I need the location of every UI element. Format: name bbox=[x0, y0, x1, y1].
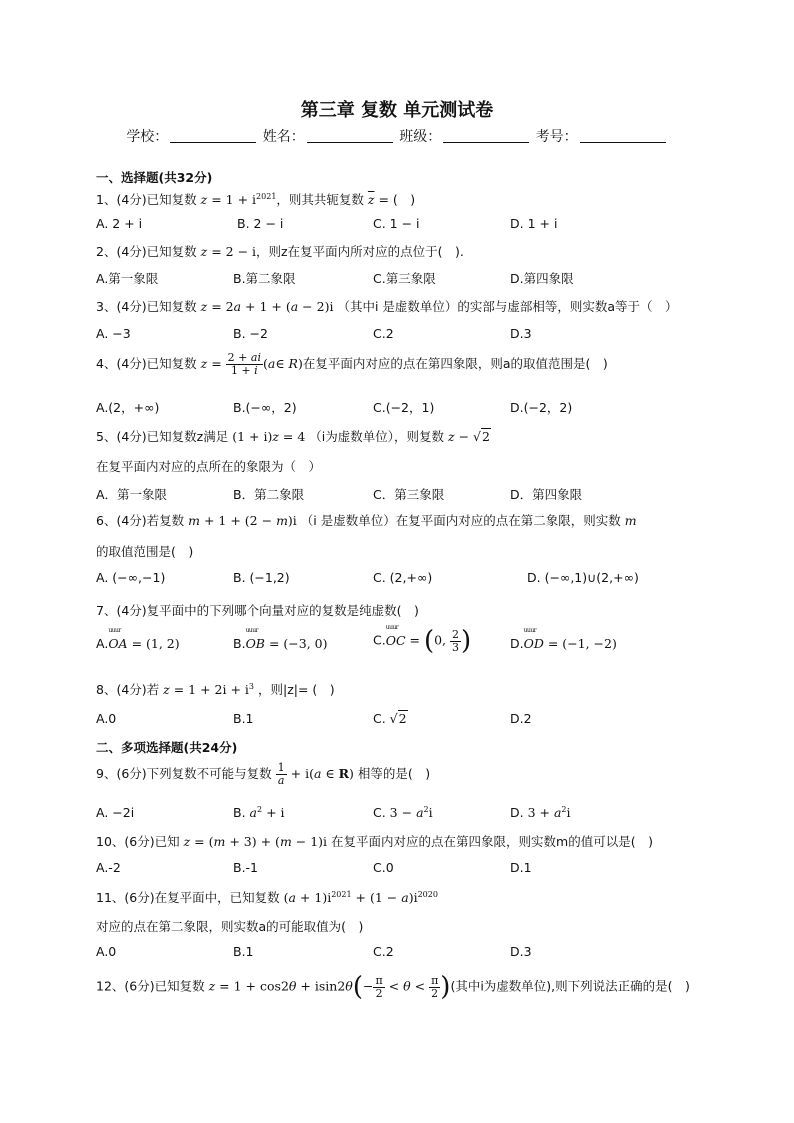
question-6-line-2: 的取值范围是( ) bbox=[96, 544, 194, 559]
name-blank[interactable] bbox=[307, 128, 393, 143]
q3-option-a[interactable]: A. −3 bbox=[96, 326, 131, 341]
q9-option-d[interactable]: D. $3 + a^2i$ bbox=[510, 805, 571, 820]
school-blank[interactable] bbox=[170, 128, 256, 143]
q9-option-a[interactable]: A. −2i bbox=[96, 805, 135, 820]
q5-option-a[interactable]: A．第一象限 bbox=[96, 487, 168, 502]
exam-number-blank[interactable] bbox=[580, 128, 666, 143]
q10-option-a[interactable]: A.-2 bbox=[96, 860, 121, 875]
q10-option-b[interactable]: B.-1 bbox=[233, 860, 259, 875]
question-10: 10、(6分)已知 z = (m + 3) + (m − 1)i 在复平面内对应的点在第四象限，则实数m的值可以是( ) bbox=[96, 834, 653, 849]
question-4: 4、(4分)已知复数 z = $\frac{2 + ai}{1 + i}$ (a∈ R)在复平面内对应的点在第四象限，则a的取值范围是( ) bbox=[96, 351, 608, 377]
student-info-row bbox=[0, 126, 794, 146]
q11-option-b[interactable]: B.1 bbox=[233, 944, 254, 959]
q7-option-a[interactable]: A.uuur OA = (1, 2) bbox=[96, 636, 180, 651]
q5-option-d[interactable]: D．第四象限 bbox=[510, 487, 583, 502]
school-label: 学校： bbox=[126, 129, 169, 145]
question-1: 1、(4分)已知复数 $z = 1 + i^{2021}$，则其共轭复数 $\overline{z}$ = ( ) bbox=[96, 192, 416, 207]
question-6: 6、(4分)若复数 m + 1 + (2 − m)i （i 是虚数单位）在复平面内对应的点在第二象限，则实数 m bbox=[96, 513, 637, 528]
question-12: 12、(6分)已知复数 z = 1 + cos2θ + isin2θ(− $\frac{\pi}{2}$ < θ < $\frac{\pi}{2}$ )(其中i为虚数单位),则下列说法正确的是( ) bbox=[96, 972, 690, 1002]
q11-option-d[interactable]: D.3 bbox=[510, 944, 532, 959]
q11-option-c[interactable]: C.2 bbox=[373, 944, 394, 959]
q5-option-c[interactable]: C．第三象限 bbox=[373, 487, 445, 502]
q4-option-c[interactable]: C.(−2，1) bbox=[373, 400, 435, 415]
question-8: 8、(4分)若 $z = 1 + 2i + i^3$ ，则|z|= ( ) bbox=[96, 682, 335, 697]
q1-option-b[interactable]: B. 2 − i bbox=[237, 216, 284, 231]
section-heading-2: 二、多项选择题(共24分) bbox=[96, 740, 238, 755]
q2-option-c[interactable]: C.第三象限 bbox=[373, 271, 436, 286]
question-7: 7、(4分)复平面中的下列哪个向量对应的复数是纯虚数( ) bbox=[96, 603, 419, 618]
question-11-line-2: 对应的点在第二象限，则实数a的可能取值为( ) bbox=[96, 919, 364, 934]
q3-option-c[interactable]: C.2 bbox=[373, 326, 394, 341]
q10-option-d[interactable]: D.1 bbox=[510, 860, 532, 875]
q6-option-c[interactable]: C. (2,+∞) bbox=[373, 570, 433, 585]
q1-option-c[interactable]: C. 1 − i bbox=[373, 216, 420, 231]
q2-option-d[interactable]: D.第四象限 bbox=[510, 271, 574, 286]
q7-option-c[interactable]: C.uuur OC = (0, $\frac{2}{3}$ ) bbox=[373, 626, 471, 656]
q8-option-c[interactable]: C. √2 bbox=[373, 711, 407, 726]
q1-option-a[interactable]: A. 2 + i bbox=[96, 216, 143, 231]
q11-option-a[interactable]: A.0 bbox=[96, 944, 117, 959]
q8-option-a[interactable]: A.0 bbox=[96, 711, 117, 726]
class-blank[interactable] bbox=[443, 128, 529, 143]
q3-option-d[interactable]: D.3 bbox=[510, 326, 532, 341]
question-11: 11、(6分)在复平面中，已知复数 $(a + 1)i^{2021} + (1 - a)i^{2020}$ bbox=[96, 890, 438, 905]
q1-option-d[interactable]: D. 1 + i bbox=[510, 216, 558, 231]
class-label: 班级： bbox=[399, 129, 442, 145]
q6-option-d[interactable]: D. (−∞,1)∪(2,+∞) bbox=[527, 570, 639, 585]
q4-option-a[interactable]: A.(2，+∞) bbox=[96, 400, 160, 415]
q3-option-b[interactable]: B. −2 bbox=[233, 326, 268, 341]
question-5-line-2: 在复平面内对应的点所在的象限为（ ） bbox=[96, 459, 322, 474]
question-5: 5、(4分)已知复数z满足 (1 + i)z = 4 （i为虚数单位），则复数 z − √2 bbox=[96, 429, 490, 444]
q9-option-b[interactable]: B. $a^2 + i$ bbox=[233, 805, 285, 820]
q2-option-a[interactable]: A.第一象限 bbox=[96, 271, 159, 286]
q9-option-c[interactable]: C. $3 - a^2i$ bbox=[373, 805, 433, 820]
q6-option-a[interactable]: A. (−∞,−1) bbox=[96, 570, 166, 585]
q4-option-b[interactable]: B.(−∞，2) bbox=[233, 400, 297, 415]
q10-option-c[interactable]: C.0 bbox=[373, 860, 394, 875]
q7-option-b[interactable]: B.uuur OB = (−3, 0) bbox=[233, 636, 328, 651]
q8-option-b[interactable]: B.1 bbox=[233, 711, 254, 726]
exam-number-label: 考号： bbox=[535, 129, 578, 145]
question-3: 3、(4分)已知复数 z = 2a + 1 + (a − 2)i （其中i 是虚数单位）的实部与虚部相等，则实数a等于（ ） bbox=[96, 299, 678, 314]
q4-option-d[interactable]: D.(−2，2) bbox=[510, 400, 573, 415]
q7-option-d[interactable]: D.uuur OD = (−1, −2) bbox=[510, 636, 617, 651]
name-label: 姓名： bbox=[262, 129, 305, 145]
q6-option-b[interactable]: B. (−1,2) bbox=[233, 570, 290, 585]
q8-option-d[interactable]: D.2 bbox=[510, 711, 532, 726]
question-9: 9、(6分)下列复数不可能与复数 $\frac{1}{a}$ + i(a ∈ R) 相等的是( ) bbox=[96, 761, 431, 787]
q2-option-b[interactable]: B.第二象限 bbox=[233, 271, 296, 286]
q5-option-b[interactable]: B．第二象限 bbox=[233, 487, 305, 502]
page-title: 第三章 复数 单元测试卷 bbox=[300, 100, 494, 121]
question-2: 2、(4分)已知复数 z = 2 − i，则z在复平面内所对应的点位于( ). bbox=[96, 244, 464, 259]
section-heading-1: 一、选择题(共32分) bbox=[96, 170, 213, 185]
